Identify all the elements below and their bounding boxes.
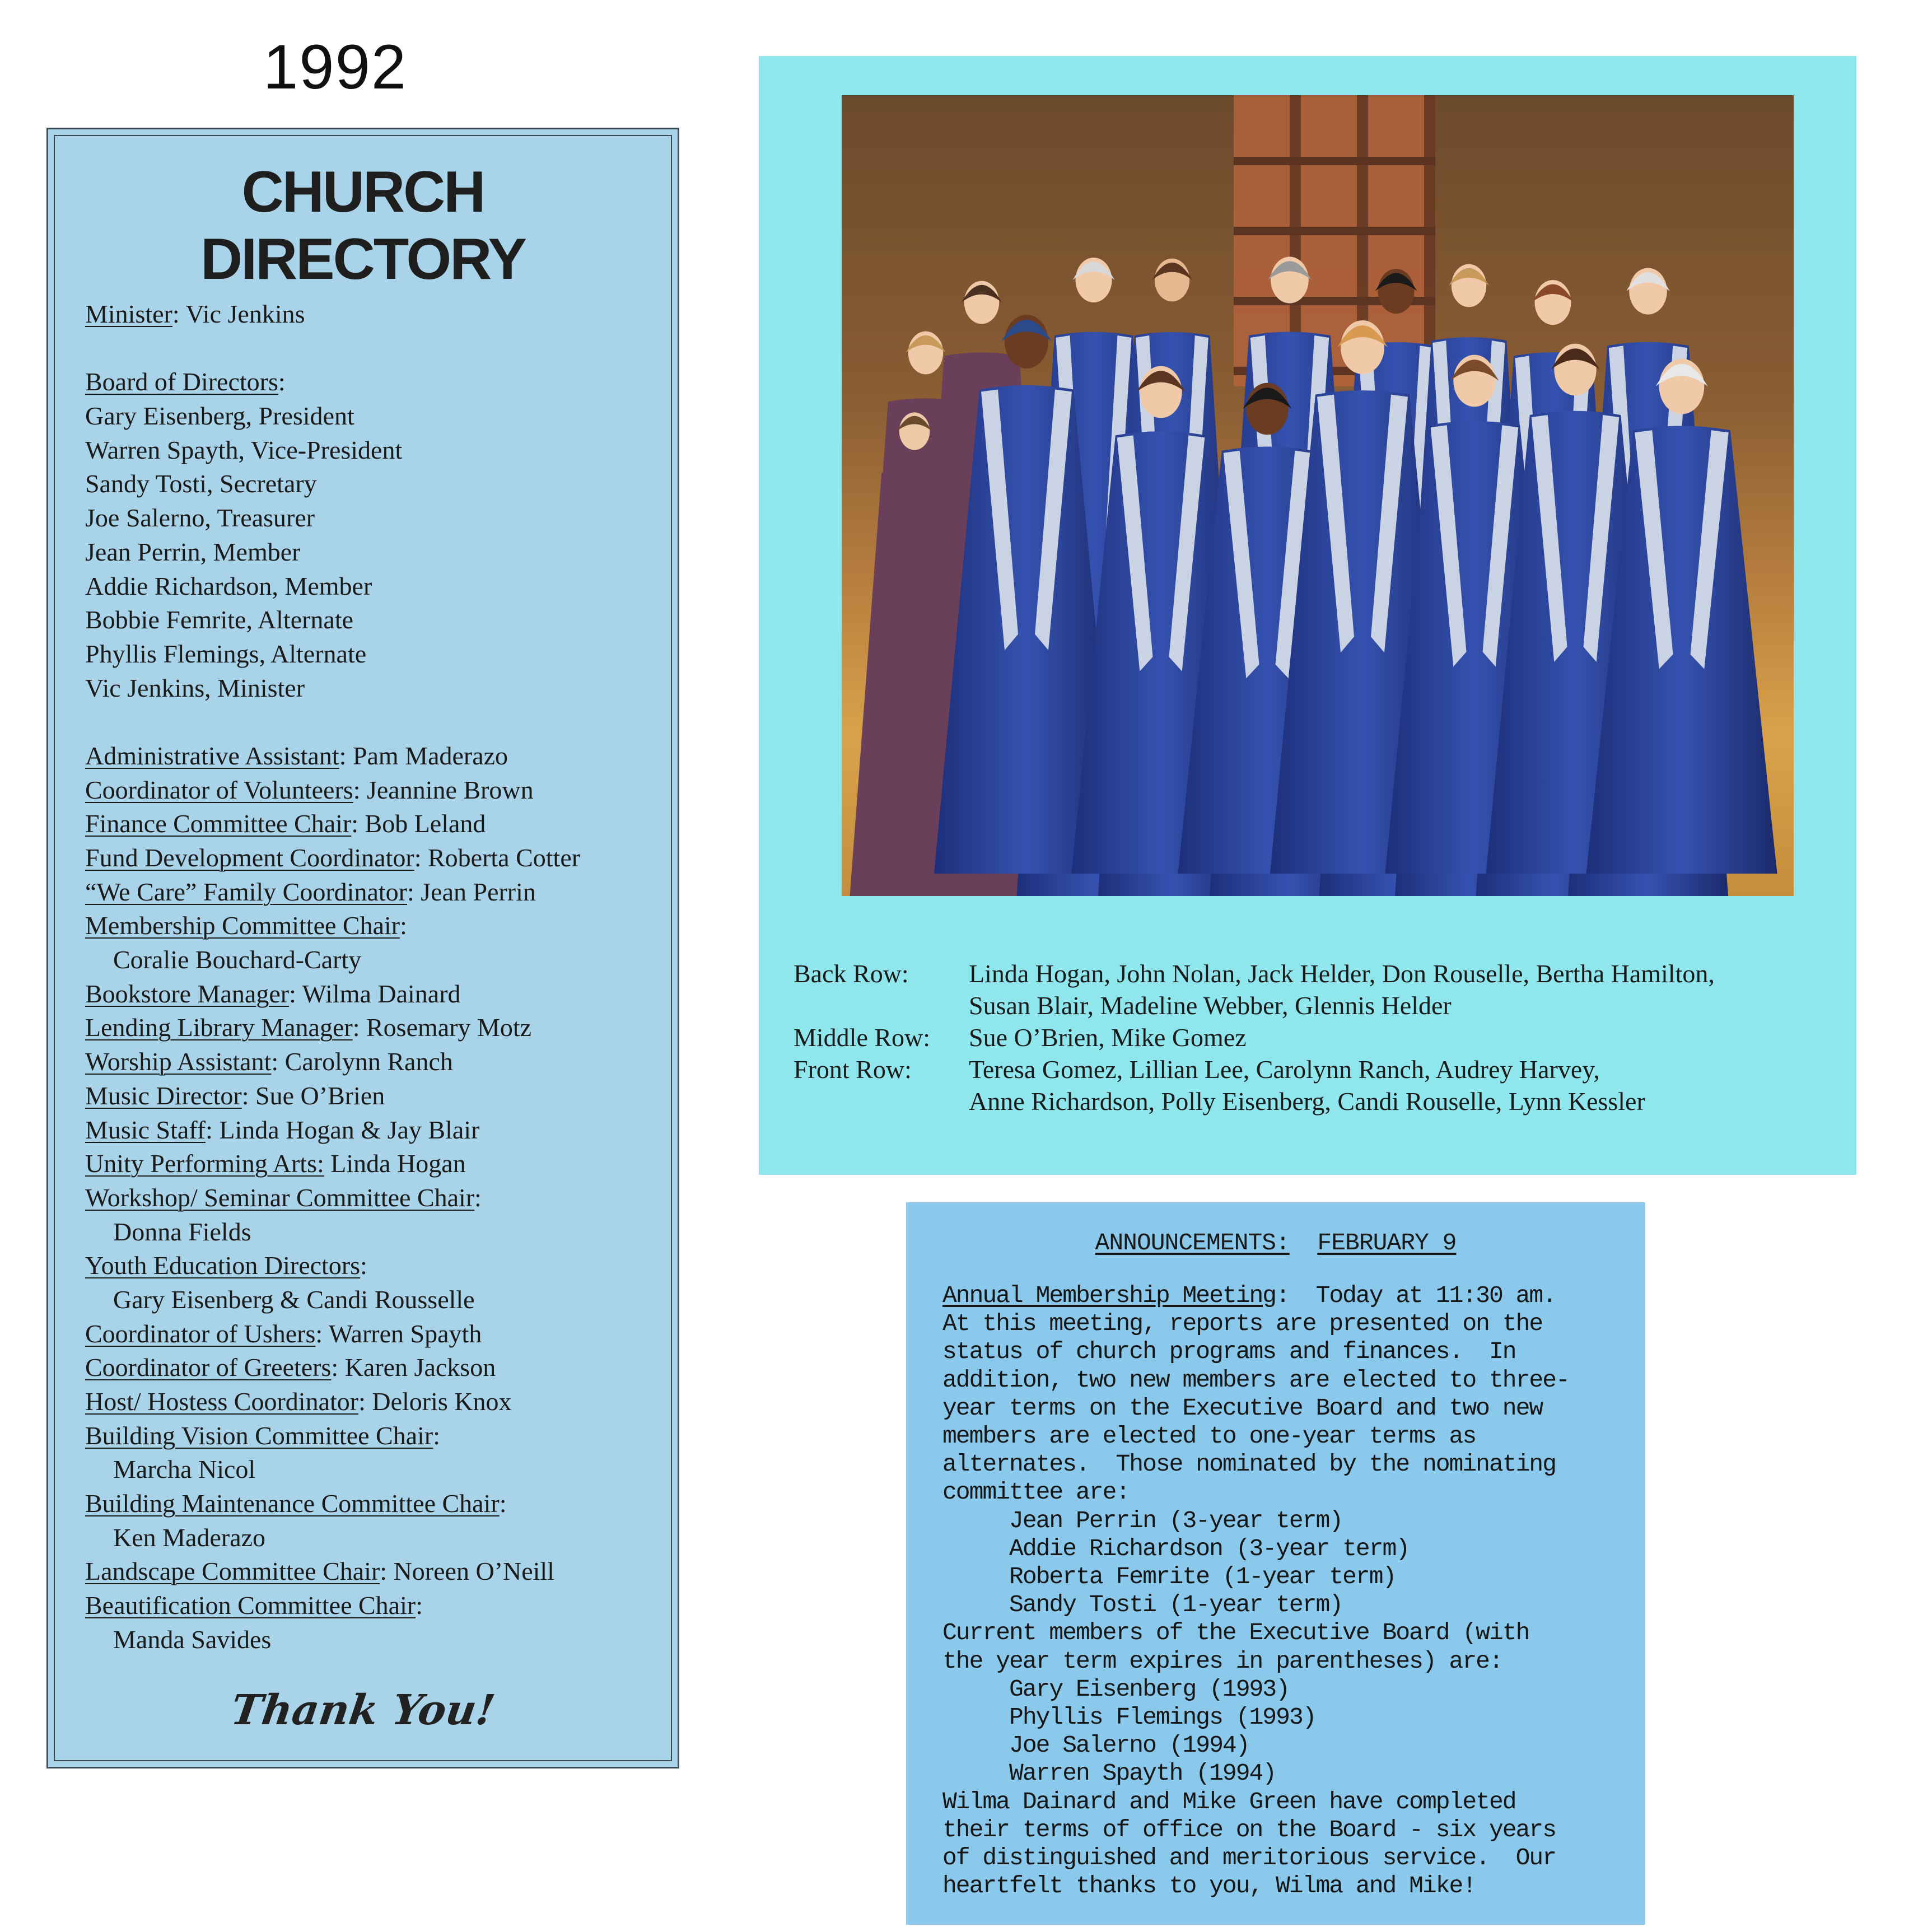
role-line: Music Director: Sue O’Brien [85, 1081, 385, 1110]
role-value: Jean Perrin [421, 877, 536, 906]
role-label: Music Staff [85, 1115, 206, 1144]
role-label: Coordinator of Ushers [85, 1319, 316, 1348]
role-value: Vic Jenkins [185, 300, 305, 328]
role-label: Music Director [85, 1081, 242, 1110]
board-member [85, 671, 673, 706]
role-label: Workshop/ Seminar Committee Chair [85, 1183, 475, 1212]
board-member [85, 501, 673, 535]
page-year: 1992 [263, 32, 408, 102]
directory-title-line2: DIRECTORY [200, 227, 525, 292]
role-line: Landscape Committee Chair: Noreen O’Neill [85, 1557, 554, 1586]
role-value: Manda Savides [113, 1625, 272, 1654]
role-line: Coordinator of Ushers: Warren Spayth [85, 1319, 482, 1348]
role-line: Beautification Committee Chair: [85, 1591, 423, 1620]
role-line: Bookstore Manager: Wilma Dainard [85, 979, 461, 1008]
role-label: Minister [85, 300, 172, 328]
role-value: Noreen O’Neill [393, 1557, 554, 1586]
role-value: Ken Maderazo [113, 1523, 266, 1552]
role-label: Board of Directors [85, 367, 278, 396]
role-line: Finance Committee Chair: Bob Leland [85, 809, 486, 838]
spacer [85, 332, 673, 366]
role-label: Beautification Committee Chair [85, 1591, 416, 1620]
role-label: Coordinator of Greeters [85, 1353, 332, 1382]
role-value: Gary Eisenberg, President [85, 402, 354, 431]
caption-names-line: Linda Hogan, John Nolan, Jack Helder, Don Rouselle, Bertha Hamilton, [969, 959, 1715, 988]
role-value: Sandy Tosti, Secretary [85, 469, 317, 498]
announcements-date: FEBRUARY 9 [1317, 1229, 1457, 1257]
role-line: Fund Development Coordinator: Roberta Cotter [85, 843, 581, 872]
role-line [85, 1147, 673, 1181]
role-value: Wilma Dainard [302, 979, 461, 1008]
announcement-topic: Annual Membership Meeting [942, 1282, 1276, 1309]
role-value: Rosemary Motz [366, 1013, 532, 1042]
caption-names-line: Anne Richardson, Polly Eisenberg, Candi Rouselle, Lynn Kessler [969, 1087, 1645, 1116]
role-value: Bob Leland [365, 809, 486, 838]
role-line: Youth Education Directors: [85, 1251, 367, 1280]
role-label: Coordinator of Volunteers [85, 775, 353, 804]
role-label: “We Care” Family Coordinator [85, 877, 407, 906]
role-line: Administrative Assistant: Pam Maderazo [85, 741, 508, 770]
caption-row-names [969, 958, 1715, 1021]
spacer [85, 705, 673, 739]
role-label: Bookstore Manager [85, 979, 290, 1008]
role-label: Finance Committee Chair [85, 809, 352, 838]
announcement-first-line: : Today at 11:30 am. [1276, 1282, 1556, 1309]
caption-names-line: Teresa Gomez, Lillian Lee, Carolynn Ranch, Audrey Harvey, [969, 1055, 1600, 1084]
role-value: Pam Maderazo [352, 741, 508, 770]
caption-row [794, 1053, 1835, 1117]
role-label: Lending Library Manager [85, 1013, 353, 1042]
photo-captions [794, 958, 1835, 1117]
thank-you-signature: Thank You! [228, 1686, 498, 1734]
role-label: Membership Committee Chair [85, 911, 400, 940]
directory-entries [85, 297, 673, 1657]
role-label: Building Maintenance Committee Chair [85, 1489, 500, 1518]
role-line-continued [85, 943, 673, 977]
role-label: Worship Assistant [85, 1047, 272, 1076]
role-label: Building Vision Committee Chair [85, 1421, 433, 1450]
caption-row-label: Front Row: [794, 1055, 912, 1084]
role-line: Coordinator of Greeters: Karen Jackson [85, 1353, 496, 1382]
board-member [85, 570, 673, 604]
caption-row [794, 1021, 1835, 1053]
role-value: Gary Eisenberg & Candi Rousselle [113, 1285, 475, 1314]
role-label: Fund Development Coordinator [85, 843, 414, 872]
role-line-continued [85, 1623, 673, 1657]
board-member [85, 433, 673, 468]
board-member [85, 603, 673, 637]
announcements-label: ANNOUNCEMENTS: [1095, 1229, 1290, 1257]
board-member [85, 637, 673, 671]
role-line-continued [85, 1453, 673, 1487]
caption-names-line: Sue O’Brien, Mike Gomez [969, 1023, 1247, 1052]
role-value: Bobbie Femrite, Alternate [85, 605, 354, 634]
role-line-continued [85, 1283, 673, 1317]
role-label: Youth Education Directors [85, 1251, 361, 1280]
role-value: Phyllis Flemings, Alternate [85, 639, 367, 668]
role-value: Donna Fields [113, 1217, 251, 1246]
role-value: Warren Spayth [328, 1319, 482, 1348]
caption-row-names [969, 1053, 1645, 1117]
caption-row-names [969, 1021, 1247, 1053]
role-line-continued [85, 1215, 673, 1249]
role-line: Music Staff: Linda Hogan & Jay Blair [85, 1115, 480, 1144]
role-value: Carolynn Ranch [284, 1047, 453, 1076]
caption-row [794, 958, 1835, 1021]
role-value: Vic Jenkins, Minister [85, 673, 305, 702]
role-value: Addie Richardson, Member [85, 571, 372, 600]
role-value: Deloris Knox [372, 1387, 512, 1416]
announcements-heading [906, 1229, 1645, 1257]
directory-title-line1: CHURCH [241, 160, 484, 225]
role-value: Roberta Cotter [427, 843, 581, 872]
choir-members-figure [842, 95, 1794, 896]
board-member [85, 399, 673, 433]
role-line: Building Vision Committee Chair: [85, 1421, 441, 1450]
role-line: Workshop/ Seminar Committee Chair: [85, 1183, 482, 1212]
role-value: Warren Spayth, Vice-President [85, 435, 403, 464]
caption-names-line: Susan Blair, Madeline Webber, Glennis Helder [969, 991, 1452, 1020]
role-line: Lending Library Manager: Rosemary Motz [85, 1013, 532, 1042]
board-member [85, 467, 673, 501]
role-line: “We Care” Family Coordinator: Jean Perrin [85, 877, 536, 906]
role-value: Linda Hogan & Jay Blair [219, 1115, 480, 1144]
role-value: Joe Salerno, Treasurer [85, 503, 315, 533]
role-value: Jeannine Brown [366, 775, 534, 804]
role-label: Landscape Committee Chair [85, 1557, 380, 1586]
role-value: Linda Hogan [330, 1149, 466, 1178]
role-value: Marcha Nicol [113, 1455, 256, 1484]
church-directory-card [46, 128, 679, 1768]
role-line: Host/ Hostess Coordinator: Deloris Knox [85, 1387, 512, 1416]
announcements-card [906, 1202, 1645, 1925]
role-value: Coralie Bouchard-Carty [113, 945, 362, 974]
minister-line: Minister: Vic Jenkins [85, 300, 305, 328]
board-member [85, 535, 673, 570]
role-label: Unity Performing Arts: [85, 1149, 324, 1178]
board-heading: Board of Directors: [85, 367, 286, 396]
choir-photo-card [759, 56, 1856, 1175]
caption-row-label: Back Row: [794, 959, 909, 988]
role-line: Coordinator of Volunteers: Jeannine Brown [85, 775, 534, 804]
caption-row-label: Middle Row: [794, 1023, 931, 1052]
announcement-text: At this meeting, reports are presented on the status of church programs and finances. In addition, two new members are elected to three- year terms on the Executive Board and two new members are elected to one-year terms as alternates. Those nominated by the nominating committee are: Jean Perrin (3-year term) Addie Richardson (3-year term) Roberta Femrite (1-year term) Sandy Tosti (1-year term) Current members of the Executive Board (with the year term expires in parentheses) are: Gary Eisenberg (1993) Phyllis Flemings (1993) Joe Salerno (1994) Warren Spayth (1994) Wilma Dainard and Mike Green have completed their terms of office on the Board - six years of distinguished and meritorious service. Our heartfelt thanks to you, Wilma and Mike! [942, 1310, 1569, 1900]
role-label: Host/ Hostess Coordinator [85, 1387, 359, 1416]
role-value: Karen Jackson [344, 1353, 496, 1382]
announcements-body [942, 1282, 1637, 1900]
role-line-continued [85, 1521, 673, 1555]
role-value: Jean Perrin, Member [85, 537, 301, 566]
choir-group-photo [842, 95, 1794, 896]
role-line: Membership Committee Chair: [85, 911, 407, 940]
role-value: Sue O’Brien [255, 1081, 385, 1110]
role-label: Administrative Assistant [85, 741, 339, 770]
role-line: Building Maintenance Committee Chair: [85, 1489, 507, 1518]
role-line: Worship Assistant: Carolynn Ranch [85, 1047, 453, 1076]
